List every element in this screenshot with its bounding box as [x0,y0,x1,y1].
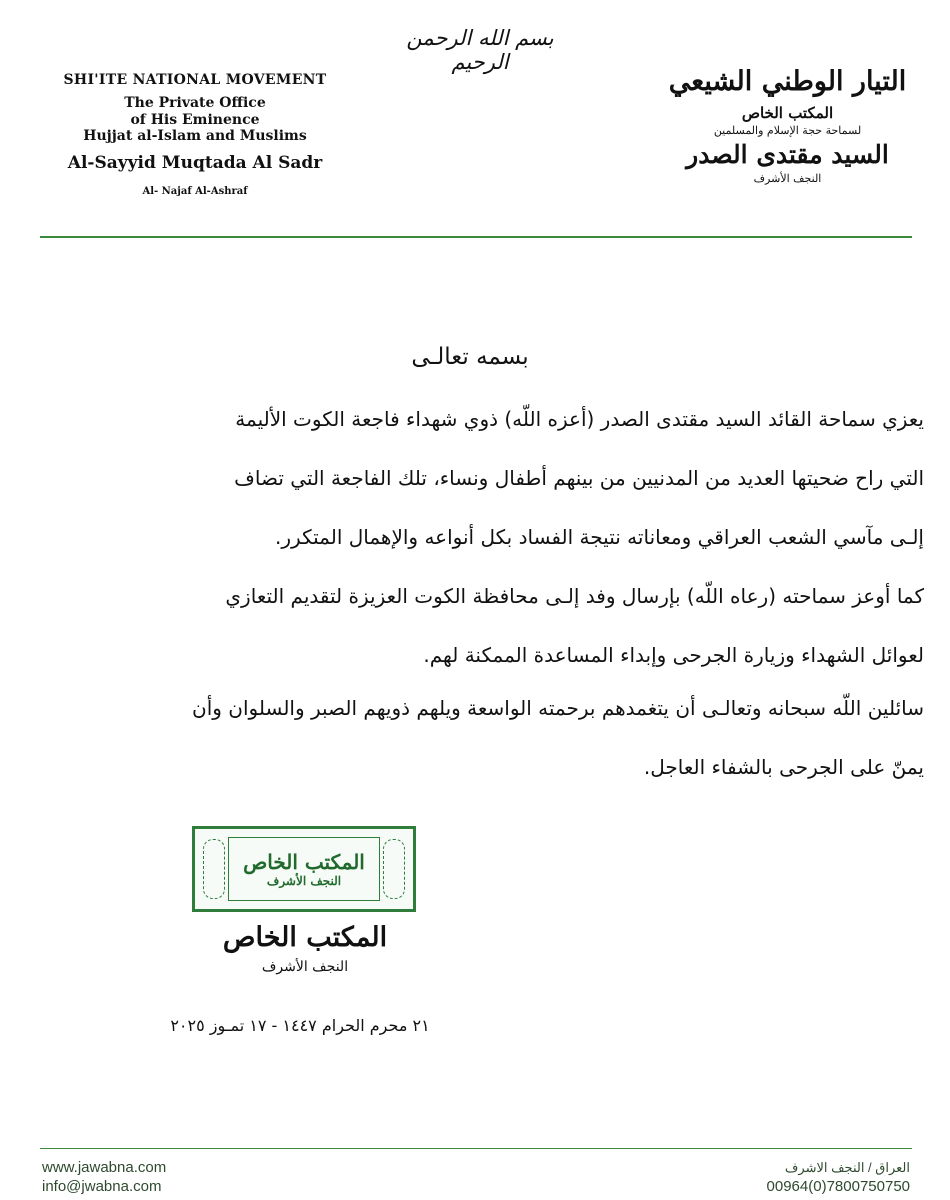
stamp-line-1: المكتب الخاص [243,850,365,874]
office-stamp [192,826,416,912]
org-name-en: SHI'ITE NATIONAL MOVEMENT [63,72,327,88]
header-english [40,72,350,198]
stamp-ornament-icon [203,839,225,899]
signature-line-2: النجف الأشرف [261,959,349,975]
office-line-2: of His Eminence [130,111,260,128]
sayyid-name-ar: السيد مقتدى الصدر [686,139,889,169]
body-line: يعزي سماحة القائد السيد مقتدى الصدر (أعزه اللّه) ذوي شهداء فاجعة الكوت الأليمة [235,407,924,431]
letter-body [56,400,924,787]
body-line: كما أوعز سماحته (رعاه اللّه) بإرسال وفد إلـى محافظة الكوت العزيزة لتقديم التعازي [225,584,924,608]
city-ar: النجف الأشرف [753,171,822,185]
body-line: إلـى مآسي الشعب العراقي ومعاناته نتيجة الفساد بكل أنواعه والإهمال المتكرر. [275,525,924,549]
body-line: التي راح ضحيتها العديد من المدنيين من بينهم أطفال ونساء، تلك الفاجعة التي تضاف [234,466,924,490]
org-name-ar: التيار الوطني الشيعي [668,66,907,97]
stamp-text [228,837,380,901]
website-link[interactable]: www.jawabna.com [42,1159,167,1176]
body-line: يمنّ على الجرحى بالشفاء العاجل. [643,755,924,779]
footer-contact-right [767,1158,910,1196]
header-arabic-logo [660,66,915,185]
email-link[interactable]: info@jwabna.com [42,1178,162,1195]
office-ar: المكتب الخاص [741,104,834,123]
stamp-line-2: النجف الأشرف [266,874,342,888]
office-line-1: The Private Office [124,94,266,111]
signature-block [215,922,395,975]
footer-contact-left [42,1158,166,1196]
sayyid-name-en: Al-Sayyid Muqtada Al Sadr [67,153,323,174]
office-line-3: Hujjat al-Islam and Muslims [83,128,307,145]
stamp-ornament-icon [383,839,405,899]
footer-divider [40,1148,912,1149]
signature-line-1: المكتب الخاص [222,922,388,953]
basmala: بسم الله الرحمن الرحيم [406,26,554,74]
letter-date: ٢١ محرم الحرام ١٤٤٧ - ١٧ تمـوز ٢٠٢٥ [170,1016,430,1035]
footer-address: العراق / النجف الاشرف [784,1160,910,1175]
city-en: Al- Najaf Al-Ashraf [142,185,248,197]
office-sub-ar: لسماحة حجة الإسلام والمسلمين [713,124,862,138]
body-line: سائلين اللّه سبحانه وتعالـى أن يتغمدهم برحمته الواسعة ويلهم ذويهم الصبر والسلوان وأن [192,696,924,720]
body-line: لعوائل الشهداء وزيارة الجرحى وإبداء المساعدة الممكنة لهم. [423,643,924,667]
header-divider [40,236,912,238]
letter-title: بسمه تعالـى [411,344,529,370]
footer-phone: 00964(0)7800750750 [766,1178,910,1195]
